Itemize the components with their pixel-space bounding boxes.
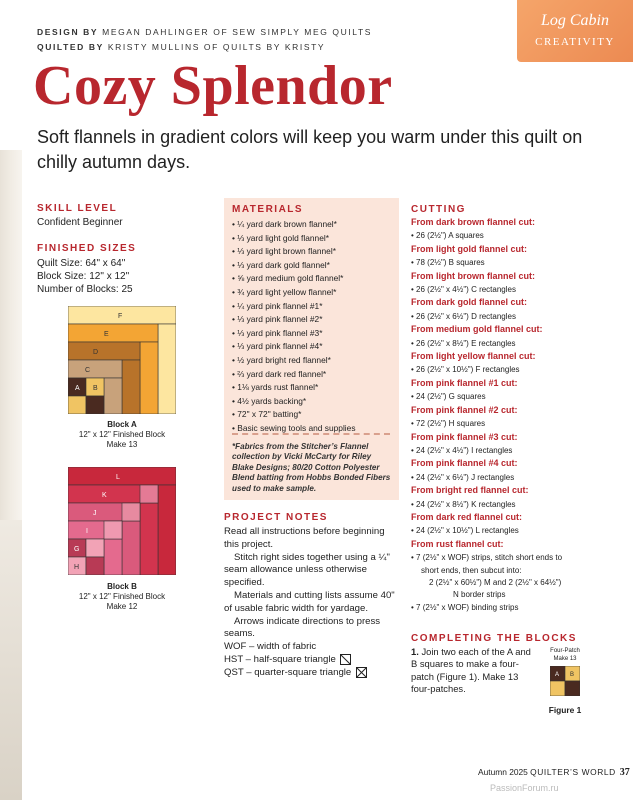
block-b-title: Block B xyxy=(107,582,137,591)
cut-subitem: N border strips xyxy=(453,589,506,599)
cut-label: From dark red flannel cut: xyxy=(411,511,523,522)
hst-icon xyxy=(340,654,351,665)
cut-item: • 26 (2½" x 4½") C rectangles xyxy=(411,283,611,296)
cut-item: • 24 (2½" x 4½") I rectangles xyxy=(411,444,611,457)
label-h: H xyxy=(74,564,80,571)
block-a-d-strip xyxy=(68,342,140,360)
block-a-make: Make 13 xyxy=(106,440,138,449)
project-notes-heading: PROJECT NOTES xyxy=(224,512,328,523)
section-tab xyxy=(517,0,633,62)
watermark: PassionForum.ru xyxy=(490,783,559,793)
cut-label: From dark brown flannel cut: xyxy=(411,217,536,227)
label-f: F xyxy=(118,313,123,320)
fabric-note: *Fabrics from the Stitcher’s Flannel collection by Vicki McCarty for Riley Blake Designs; 80/20 Cotton Polyester Blend batting from Hobbs Bonded Fibers used to make sample. xyxy=(232,442,391,493)
cut-label: From medium gold flannel cut: xyxy=(411,324,543,335)
label-j: J xyxy=(93,510,97,517)
step-1: 1. Join two each of the A and B squares to make a four-patch (Figure 1). Make 13 four-patches. xyxy=(411,646,531,695)
block-a-diagram xyxy=(68,306,176,414)
material-item: • ⅝ yard medium gold flannel* xyxy=(232,272,397,286)
quilt-size: Quilt Size: 64" x 64" xyxy=(37,258,126,269)
skill-value: Confident Beginner xyxy=(37,217,123,228)
cut-label: From light gold flannel cut: xyxy=(411,243,527,254)
page-footer: Autumn 2025 QUILTER’S WORLD 37 xyxy=(478,767,630,778)
cut-label: From dark gold flannel cut: xyxy=(411,297,528,308)
material-item: • ⅓ yard pink flannel #4* xyxy=(232,340,397,354)
wof-definition: WOF – width of fabric xyxy=(224,641,317,653)
material-item: • ⅓ yard pink flannel #3* xyxy=(232,327,397,341)
hst-definition: HST – half-square triangle xyxy=(224,654,399,667)
material-item: • ⅓ yard dark gold flannel* xyxy=(232,259,397,273)
note-paragraph: Stitch right sides together using a ¼" seam allowance unless otherwise specified. xyxy=(224,551,390,589)
cut-item: • 7 (2½" x WOF) binding strips xyxy=(411,601,611,614)
material-item: • 4½ yards backing* xyxy=(232,395,397,409)
block-a-c-strip xyxy=(68,360,122,378)
cut-item: • 72 (2½") H squares xyxy=(411,417,611,430)
label-l: L xyxy=(116,474,120,481)
cut-item: • 26 (2½" x 6½") D rectangles xyxy=(411,310,611,323)
materials-heading: MATERIALS xyxy=(232,204,304,215)
skill-heading: SKILL LEVEL xyxy=(37,203,118,214)
label-k: K xyxy=(102,492,107,499)
material-item: • ⅓ yard pink flannel #2* xyxy=(232,313,397,327)
cut-label: From light yellow flannel cut: xyxy=(411,351,536,362)
cut-label: From light brown flannel cut: xyxy=(411,270,535,281)
block-size: Block Size: 12" x 12" xyxy=(37,271,130,282)
material-item: • ⅔ yard dark red flannel* xyxy=(232,368,397,382)
cut-subitem: 2 (2½" x 60½") M and 2 (2½" x 64½") xyxy=(429,577,562,587)
block-b-make: Make 12 xyxy=(106,602,138,611)
block-b-size: 12" x 12" Finished Block xyxy=(78,592,166,601)
material-item: • 72" x 72" batting* xyxy=(232,408,397,422)
qst-icon xyxy=(356,667,367,678)
cut-item: • 24 (2½" x 6½") J rectangles xyxy=(411,471,611,484)
design-credit: DESIGN BY MEGAN DAHLINGER OF SEW SIMPLY MEG QUILTS xyxy=(37,27,373,37)
label-b: B xyxy=(93,385,98,392)
cut-item: • 26 (2½") A squares xyxy=(411,229,611,242)
material-item: • ¾ yard light yellow flannel* xyxy=(232,286,397,300)
page-number: 37 xyxy=(619,767,630,778)
label-a: A xyxy=(75,385,80,392)
figure-caption: Figure 1 xyxy=(548,705,582,715)
block-b-diagram xyxy=(68,467,176,575)
number-of-blocks: Number of Blocks: 25 xyxy=(37,284,133,295)
quilted-credit: QUILTED BY KRISTY MULLINS OF QUILTS BY KRISTY xyxy=(37,42,326,52)
material-item: • Basic sewing tools and supplies xyxy=(232,422,397,436)
cut-label: From pink flannel #1 cut: xyxy=(411,377,518,388)
note-paragraph: Read all instructions before beginning this project. xyxy=(224,526,385,550)
subtitle: Soft flannels in gradient colors will keep you warm under this quilt on chilly autumn days. xyxy=(37,127,583,172)
cut-item: • 26 (2½" x 10½") F rectangles xyxy=(411,363,611,376)
note-paragraph: Materials and cutting lists assume 40" of usable fabric width for yardage. xyxy=(224,589,395,614)
completing-heading: COMPLETING THE BLOCKS xyxy=(411,633,577,644)
material-item: • ¼ yard pink flannel #1* xyxy=(232,300,397,314)
block-a-size: 12" x 12" Finished Block xyxy=(78,430,166,439)
cut-label: From bright red flannel cut: xyxy=(411,485,529,496)
cut-item: • 24 (2½" x 8½") K rectangles xyxy=(411,498,611,511)
cut-label: From pink flannel #3 cut: xyxy=(411,431,518,442)
materials-panel xyxy=(224,198,399,500)
cut-item: • 24 (2½") G squares xyxy=(411,390,611,403)
material-item: • ⅓ yard light brown flannel* xyxy=(232,245,397,259)
photo-edge-lower xyxy=(0,520,22,800)
materials-list xyxy=(232,218,397,436)
label-g: G xyxy=(74,546,80,553)
sizes-heading: FINISHED SIZES xyxy=(37,243,137,254)
cut-label: From pink flannel #4 cut: xyxy=(411,458,518,469)
material-item: • ½ yard bright red flannel* xyxy=(232,354,397,368)
figure-make-label: Make 13 xyxy=(553,656,577,662)
label-d: D xyxy=(93,349,99,356)
cut-item: • 26 (2½" x 8½") E rectangles xyxy=(411,337,611,350)
block-a-title: Block A xyxy=(107,420,137,429)
cut-item-cont: short ends, then subcut into: xyxy=(421,565,522,575)
cutting-heading: CUTTING xyxy=(411,204,466,215)
cutting-section xyxy=(411,203,611,614)
label-c: C xyxy=(85,367,91,374)
cut-label: From pink flannel #2 cut: xyxy=(411,404,518,415)
tab-line1: Log Cabin xyxy=(540,12,609,29)
material-item: • 1⅛ yards rust flannel* xyxy=(232,381,397,395)
block-b-l-strip xyxy=(68,467,176,485)
figure-top-label: Four-Patch xyxy=(550,648,580,654)
project-notes xyxy=(224,512,399,680)
label-i: I xyxy=(86,528,88,535)
note-paragraph: Arrows indicate directions to press seams. xyxy=(224,615,381,640)
cut-item: • 24 (2½" x 10½") L rectangles xyxy=(411,524,611,537)
page-title: Cozy Splendor xyxy=(33,55,393,117)
qst-definition: QST – quarter-square triangle xyxy=(224,667,399,680)
label-e: E xyxy=(104,331,109,338)
cut-label: From rust flannel cut: xyxy=(411,538,504,549)
material-item: • ¼ yard dark brown flannel* xyxy=(232,218,397,232)
material-item: • ⅓ yard light gold flannel* xyxy=(232,232,397,246)
cut-item: • 7 (2½" x WOF) strips, stitch short ends to xyxy=(411,551,611,564)
four-patch-figure xyxy=(550,666,580,696)
tab-line2: CREATIVITY xyxy=(535,36,615,48)
cut-item: • 78 (2½") B squares xyxy=(411,256,611,269)
fig-label-b: B xyxy=(570,672,575,678)
fig-label-a: A xyxy=(555,672,560,678)
dashed-divider xyxy=(232,433,390,435)
